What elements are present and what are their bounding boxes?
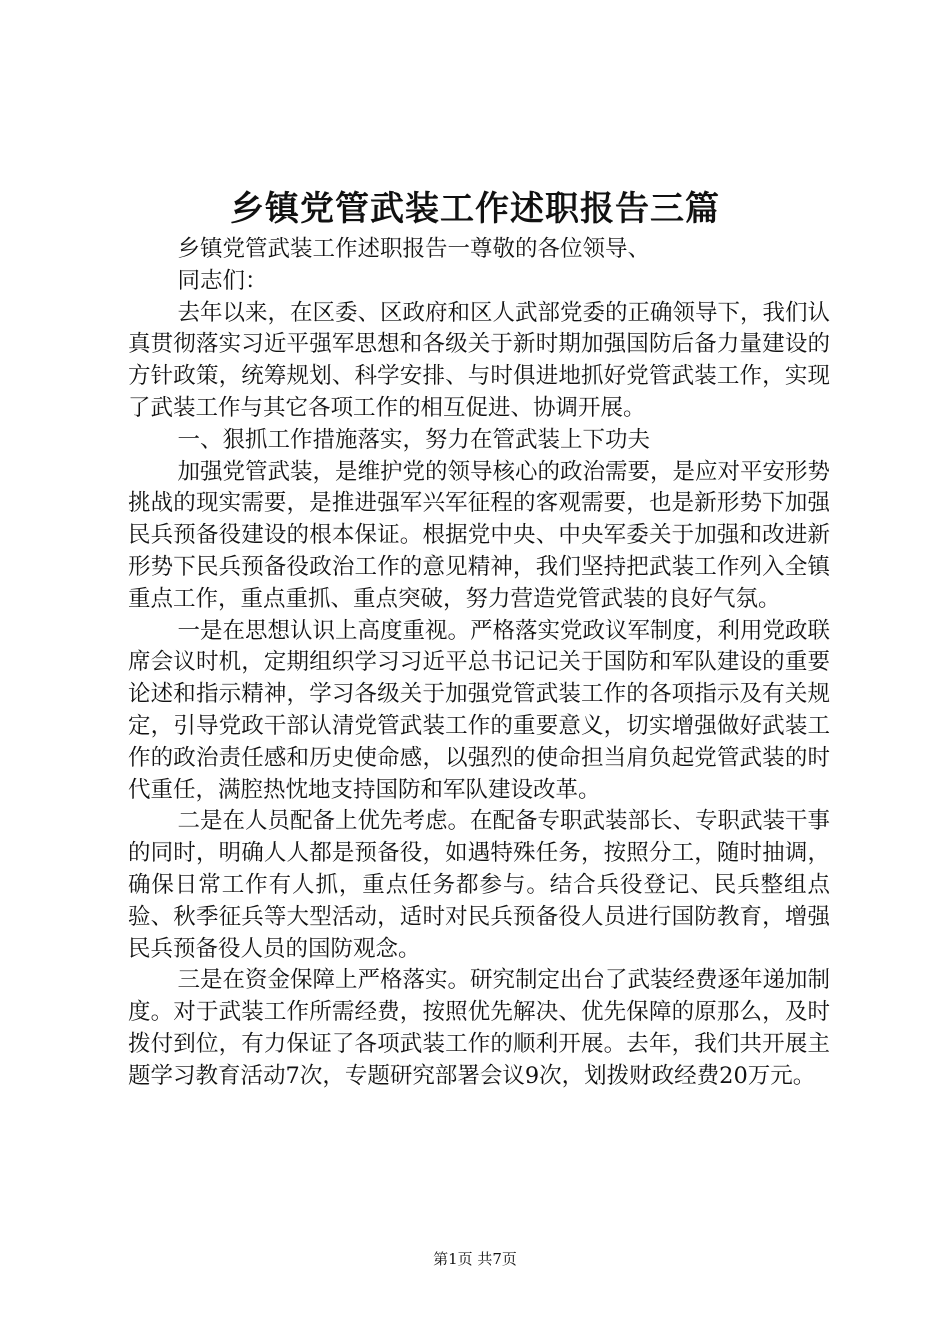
paragraph-point-1: 一是在思想认识上高度重视。严格落实党政议军制度，利用党政联席会议时机，定期组织学习习近平总书记记关于国防和军队建设的重要论述和指示精神，学习各级关于加强党管武装工作的各项指示及有关规定，引导党政干部认清党管武装工作的重要意义，切实增强做好武装工作的政治责任感和历史使命感，以强烈的使命担当肩负起党管武装的时代重任，满腔热忱地支持国防和军队建设改革。 [128, 617, 831, 803]
paragraph-body: 加强党管武装，是维护党的领导核心的政治需要，是应对平安形势挑战的现实需要，是推进强军兴军征程的客观需要，也是新形势下加强民兵预备役建设的根本保证。根据党中央、中央军委关于加强和改进新形势下民兵预备役政治工作的意见精神，我们坚持把武装工作列入全镇重点工作，重点重抓、重点突破，努力营造党管武装的良好气氛。 [128, 458, 831, 612]
document-title: 乡镇党管武装工作述职报告三篇 [230, 189, 720, 229]
paragraph-point-3: 三是在资金保障上严格落实。研究制定出台了武装经费逐年递加制度。对于武装工作所需经费，按照优先解决、优先保障的原那么，及时拨付到位，有力保证了各项武装工作的顺利开展。去年，我们共开展主题学习教育活动7次，专题研究部署会议9次，划拨财政经费20万元。 [128, 967, 831, 1089]
document-body [128, 234, 830, 1093]
paragraph-salutation: 乡镇党管武装工作述职报告一尊敬的各位领导、 [177, 236, 651, 262]
paragraph-intro: 去年以来，在区委、区政府和区人武部党委的正确领导下，我们认真贯彻落实习近平强军思想和各级关于新时期加强国防后备力量建设的方针政策，统筹规划、科学安排、与时俱进地抓好党管武装工作，实现了武装工作与其它各项工作的相互促进、协调开展。 [128, 299, 831, 421]
paragraph-addressee: 同志们： [177, 267, 268, 294]
paragraph-point-2: 二是在人员配备上优先考虑。在配备专职武装部长、专职武装干事的同时，明确人人都是预备役，如遇特殊任务，按照分工，随时抽调，确保日常工作有人抓，重点任务都参与。结合兵役登记、民兵整组点验、秋季征兵等大型活动，适时对民兵预备役人员进行国防教育，增强民兵预备役人员的国防观念。 [128, 808, 831, 962]
section-heading-1: 一、狠抓工作措施落实，努力在管武装上下功夫 [177, 426, 651, 453]
page-number: 第1页 共7页 [433, 1250, 517, 1268]
